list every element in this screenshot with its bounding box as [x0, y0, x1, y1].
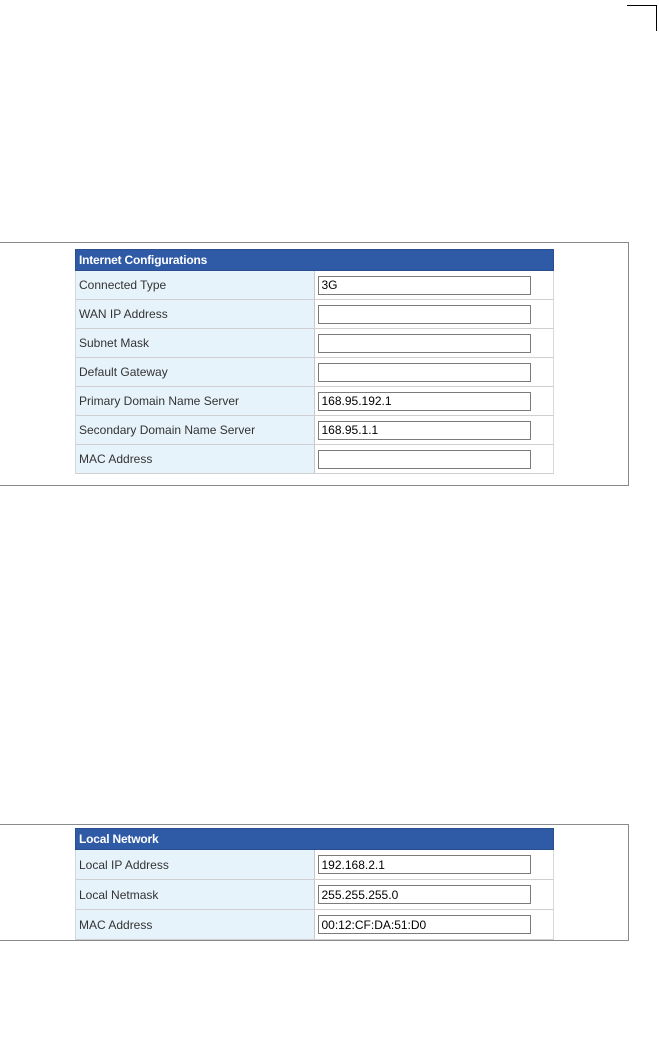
local-ip-field[interactable]: [318, 855, 531, 874]
internet-config-panel: [0, 242, 629, 486]
connected-type-field[interactable]: [318, 276, 531, 295]
table-row: [75, 445, 554, 474]
local-network-table: [75, 828, 554, 940]
internet-config-title: Internet Configurations: [75, 249, 554, 271]
local-ip-label: Local IP Address: [75, 850, 315, 880]
table-row: [75, 387, 554, 416]
wan-mac-address-field[interactable]: [318, 450, 531, 469]
local-network-title: Local Network: [75, 828, 554, 850]
primary-dns-field[interactable]: [318, 392, 531, 411]
wan-ip-label: WAN IP Address: [75, 300, 315, 329]
secondary-dns-label: Secondary Domain Name Server: [75, 416, 315, 445]
wan-ip-field[interactable]: [318, 305, 531, 324]
local-netmask-label: Local Netmask: [75, 880, 315, 910]
subnet-mask-label: Subnet Mask: [75, 329, 315, 358]
primary-dns-label: Primary Domain Name Server: [75, 387, 315, 416]
table-row: [75, 850, 554, 880]
table-row: [75, 271, 554, 300]
table-row: [75, 416, 554, 445]
table-row: [75, 358, 554, 387]
internet-config-table: [75, 249, 554, 474]
connected-type-label: Connected Type: [75, 271, 315, 300]
subnet-mask-field[interactable]: [318, 334, 531, 353]
lan-mac-address-field[interactable]: [318, 915, 531, 934]
lan-mac-address-label: MAC Address: [75, 910, 315, 940]
table-row: [75, 880, 554, 910]
table-row: [75, 329, 554, 358]
table-row: [75, 300, 554, 329]
local-network-panel: [0, 824, 629, 941]
default-gateway-label: Default Gateway: [75, 358, 315, 387]
table-row: [75, 910, 554, 940]
default-gateway-field[interactable]: [318, 363, 531, 382]
wan-mac-address-label: MAC Address: [75, 445, 315, 474]
secondary-dns-field[interactable]: [318, 421, 531, 440]
crop-mark: [627, 0, 657, 31]
local-netmask-field[interactable]: [318, 885, 531, 904]
